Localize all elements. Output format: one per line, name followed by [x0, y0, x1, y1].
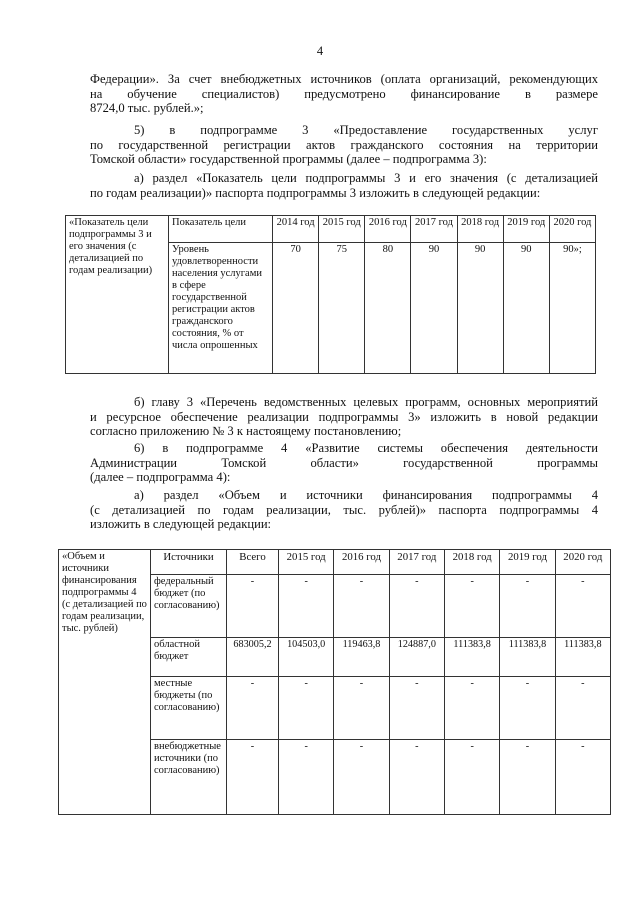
- year-header: 2018 год: [457, 216, 503, 243]
- item6a-paragraph: [90, 488, 598, 532]
- financing-value: 111383,8: [444, 638, 499, 677]
- financing-source: областной бюджет: [151, 638, 227, 677]
- financing-header: 2017 год: [389, 550, 444, 575]
- financing-value: -: [555, 575, 610, 638]
- financing-value: -: [279, 677, 334, 740]
- financing-header: 2016 год: [334, 550, 389, 575]
- financing-value: -: [444, 575, 499, 638]
- financing-value: 119463,8: [334, 638, 389, 677]
- item5a-line-2: по годам реализации)» паспорта подпрограммы 3 изложить в следующей редакции:: [90, 185, 541, 200]
- financing-value: -: [555, 740, 610, 815]
- financing-header: 2015 год: [279, 550, 334, 575]
- financing-source: внебюджетные источники (по согласованию): [151, 740, 227, 815]
- item6a-line-2: (с детализацией по годам реализации, тыс. рублей)» паспорта подпрограммы 4: [90, 502, 598, 517]
- indicator-value: 80: [365, 243, 411, 374]
- indicator-value: 70: [273, 243, 319, 374]
- financing-header: Всего: [227, 550, 279, 575]
- financing-header: 2018 год: [444, 550, 499, 575]
- year-header: 2019 год: [503, 216, 549, 243]
- financing-row-label: «Объем и источники финансирования подпрограммы 4 (с детализацией по годам реализации, тыс. рублей): [59, 550, 151, 815]
- item6-paragraph: [90, 441, 598, 485]
- intro-line-2: на обучение специалистов) предусмотрено финансирование в размере: [90, 86, 598, 101]
- financing-value: -: [334, 677, 389, 740]
- financing-value: -: [227, 740, 279, 815]
- item5b-line-1: б) главу 3 «Перечень ведомственных целевых программ, основных мероприятий: [134, 395, 598, 409]
- intro-paragraph: [90, 72, 598, 116]
- indicator-value: 90: [411, 243, 457, 374]
- indicator-name: Уровень удовлетворенности населения услугами в сфере государственной регистрации актов гражданского состояния, % от числа опрошенных: [169, 243, 273, 374]
- financing-table: [58, 549, 611, 815]
- financing-value: -: [227, 575, 279, 638]
- financing-value: 104503,0: [279, 638, 334, 677]
- financing-value: -: [500, 677, 555, 740]
- financing-value: -: [279, 575, 334, 638]
- financing-value: 683005,2: [227, 638, 279, 677]
- financing-value: -: [444, 740, 499, 815]
- indicator-value: 90: [457, 243, 503, 374]
- item6a-line-1: а) раздел «Объем и источники финансирования подпрограммы 4: [134, 488, 598, 502]
- year-header: 2016 год: [365, 216, 411, 243]
- year-header: 2014 год: [273, 216, 319, 243]
- intro-line-3: 8724,0 тыс. рублей.»;: [90, 101, 204, 116]
- financing-value: 111383,8: [500, 638, 555, 677]
- page-number: 4: [316, 44, 324, 58]
- financing-value: -: [334, 740, 389, 815]
- financing-header-row: [59, 550, 611, 575]
- item5a-line-1: а) раздел «Показатель цели подпрограммы 3 и его значения (с детализацией: [134, 171, 598, 185]
- financing-value: -: [279, 740, 334, 815]
- financing-header: 2020 год: [555, 550, 610, 575]
- financing-value: -: [389, 740, 444, 815]
- indicator-value: 90: [503, 243, 549, 374]
- intro-line-1: Федерации». За счет внебюджетных источников (оплата организаций, рекомендующих: [90, 72, 598, 86]
- item5b-line-3: согласно приложению № 3 к настоящему постановлению;: [90, 424, 402, 439]
- item5-line-2: по государственной регистрации актов гражданского состояния на территории: [90, 137, 598, 152]
- item6a-line-3: изложить в следующей редакции:: [90, 517, 272, 532]
- item5b-line-2: и ресурсное обеспечение реализации подпрограммы 3» изложить в новой редакции: [90, 409, 598, 424]
- financing-header: 2019 год: [500, 550, 555, 575]
- item6-line-1: 6) в подпрограмме 4 «Развитие системы обеспечения деятельности: [134, 441, 598, 455]
- item5-paragraph: [90, 123, 598, 167]
- financing-value: 124887,0: [389, 638, 444, 677]
- indicator-value: 90»;: [549, 243, 595, 374]
- financing-value: -: [500, 740, 555, 815]
- financing-value: 111383,8: [555, 638, 610, 677]
- financing-value: -: [389, 677, 444, 740]
- item5-line-3: Томской области» государственной программы (далее – подпрограмма 3):: [90, 152, 487, 167]
- financing-value: -: [555, 677, 610, 740]
- item5-line-1: 5) в подпрограмме 3 «Предоставление государственных услуг: [134, 123, 598, 137]
- year-header: 2020 год: [549, 216, 595, 243]
- financing-value: -: [444, 677, 499, 740]
- financing-source: местные бюджеты (по согласованию): [151, 677, 227, 740]
- item5b-paragraph: [90, 395, 598, 439]
- item6-line-2: Администрации Томской области» государственной программы: [90, 455, 598, 470]
- indicator-table: [65, 215, 596, 374]
- item5a-paragraph: [90, 171, 598, 200]
- financing-value: -: [334, 575, 389, 638]
- financing-source: федеральный бюджет (по согласованию): [151, 575, 227, 638]
- financing-value: -: [227, 677, 279, 740]
- indicator-table-header-row: [66, 216, 596, 243]
- year-header: 2015 год: [319, 216, 365, 243]
- financing-value: -: [500, 575, 555, 638]
- indicator-row-label: «Показатель цели подпрограммы 3 и его значения (с детализацией по годам реализации): [66, 216, 169, 374]
- year-header: 2017 год: [411, 216, 457, 243]
- item6-line-3: (далее – подпрограмма 4):: [90, 470, 231, 485]
- indicator-column-header: Показатель цели: [169, 216, 273, 243]
- indicator-value: 75: [319, 243, 365, 374]
- financing-value: -: [389, 575, 444, 638]
- financing-header: Источники: [151, 550, 227, 575]
